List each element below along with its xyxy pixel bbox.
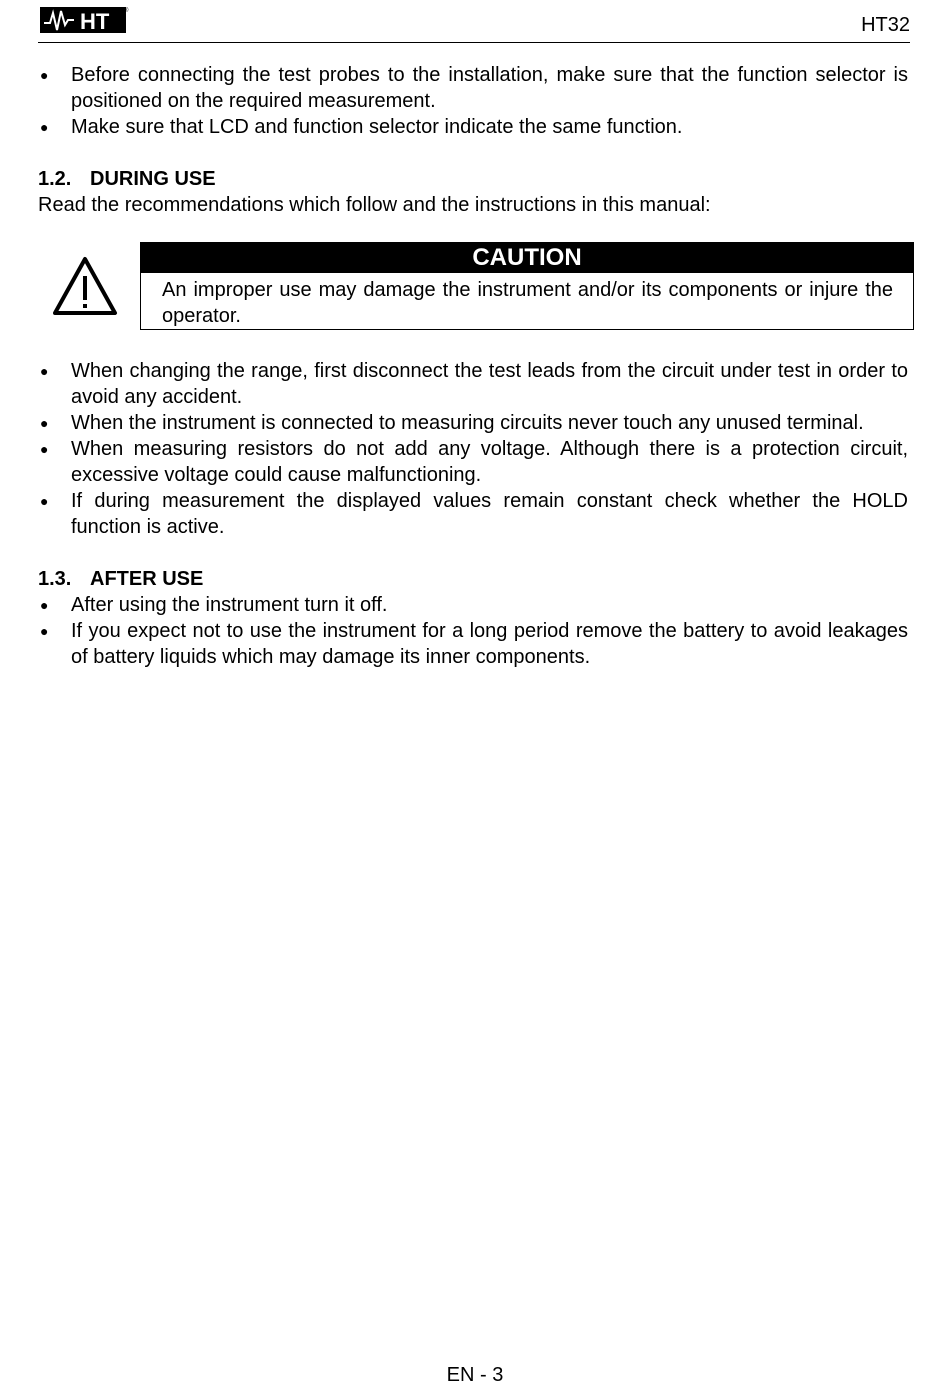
section-number: 1.3.	[38, 568, 72, 590]
document-code: HT32	[861, 14, 910, 36]
bullet-icon: ●	[40, 363, 49, 379]
after-bullet-list	[38, 592, 908, 670]
list-item: ● When measuring resistors do not add any voltage. Although there is a protection circuit, excessive voltage could cause malfunctioning.	[40, 438, 908, 486]
intro-bullet-list	[38, 62, 908, 140]
section-heading-after-use	[38, 566, 908, 592]
bullet-icon: ●	[40, 493, 49, 509]
page-header	[38, 0, 910, 43]
bullet-icon: ●	[40, 415, 49, 431]
svg-text:®: ®	[124, 8, 129, 14]
bullet-icon: ●	[40, 597, 49, 613]
section-title: DURING USE	[90, 168, 216, 190]
bullet-icon: ●	[40, 119, 49, 135]
warning-triangle-icon	[52, 256, 118, 316]
list-item: ● After using the instrument turn it off.	[40, 594, 388, 616]
bullet-icon: ●	[40, 441, 49, 457]
list-item: ● If you expect not to use the instrument for a long period remove the battery to avoid leakages of battery liquids which may damage its inner components.	[40, 620, 908, 668]
section-title: AFTER USE	[90, 568, 204, 590]
ht-logo	[40, 3, 130, 35]
section-intro: Read the recommendations which follow and the instructions in this manual:	[38, 194, 711, 216]
section-heading-during-use	[38, 166, 908, 192]
list-item: ● When the instrument is connected to measuring circuits never touch any unused terminal.	[40, 412, 864, 434]
bullet-icon: ●	[40, 623, 49, 639]
list-item: ● When changing the range, first disconnect the test leads from the circuit under test in order to avoid any accident.	[40, 360, 908, 408]
caution-box	[140, 242, 914, 330]
svg-text:HT: HT	[80, 9, 110, 34]
page-number: EN - 3	[446, 1364, 504, 1386]
caution-text: An improper use may damage the instrument and/or its components or injure the operator.	[162, 279, 893, 327]
list-item: ● Before connecting the test probes to the installation, make sure that the function selector is positioned on the required measurement.	[40, 64, 908, 112]
page-content	[38, 62, 908, 670]
caution-title: CAUTION	[141, 243, 913, 273]
caution-block	[38, 242, 908, 332]
list-item: ● Make sure that LCD and function selector indicate the same function.	[40, 116, 683, 138]
list-item: ● If during measurement the displayed values remain constant check whether the HOLD function is active.	[40, 490, 908, 538]
during-bullet-list	[38, 358, 908, 540]
section-number: 1.2.	[38, 168, 72, 190]
bullet-icon: ●	[40, 67, 49, 83]
